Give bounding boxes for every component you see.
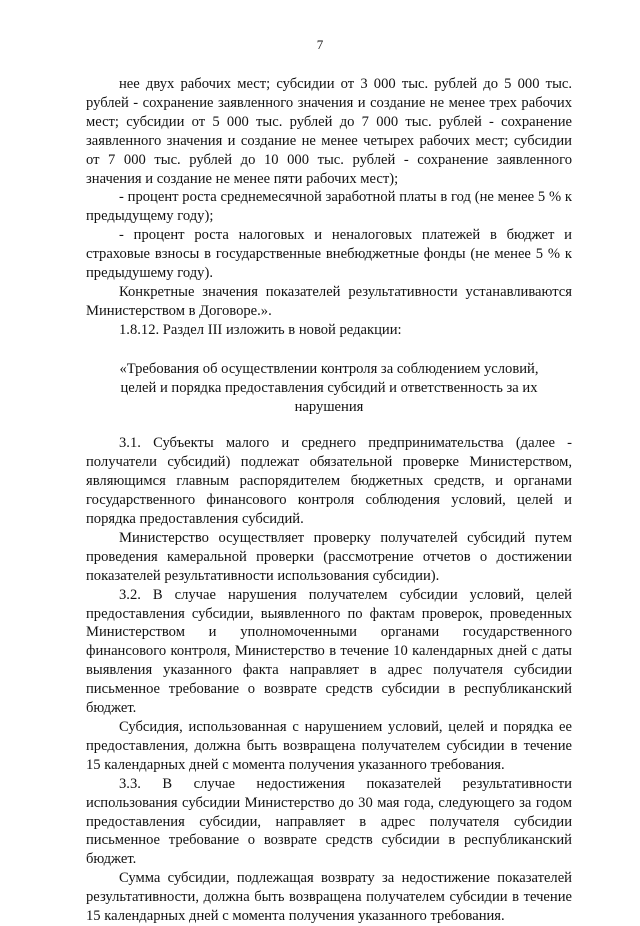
paragraph-amendment-1-8-12: 1.8.12. Раздел III изложить в новой редакции:: [119, 321, 402, 338]
paragraph-tax-growth: - процент роста налоговых и неналоговых платежей в бюджет и страховые взносы в государственные внебюджетные фонды (не менее 5 % к предыдушему году).: [86, 227, 572, 282]
paragraph-wage-growth: - процент роста среднемесячной заработной платы в год (не менее 5 % к предыдущему году);: [86, 189, 572, 225]
paragraph-3-1: 3.1. Субъекты малого и среднего предпринимательства (далее - получатели субсидий) подлежат обязательной проверке Министерством, являющимся главным распорядителем бюджетных средств, и органами государственного финансового контроля соблюдения условий, целей и порядка предоставления субсидий.: [86, 435, 572, 528]
paragraph-3-3: 3.3. В случае недостижения показателей результативности использования субсидии Министерство до 30 мая года, следующего за годом предоставления субсидии, направляет в адрес получателя субсидии письменное требование о возврате средств субсидии в республиканский бюджет.: [86, 775, 572, 868]
paragraph-refund-amount: Сумма субсидии, подлежащая возврату за недостижение показателей результативности, должна быть возвращена получателем субсидии в течение 15 календарных дней с момента получения указанного требования.: [86, 870, 572, 925]
paragraph-3-2: 3.2. В случае нарушения получателем субсидии условий, целей предоставления субсидии, выявленного по фактам проверок, проведенных Министерством и уполномоченными органами государственного финансового контроля, Министерство в течение 10 календарных дней с даты выявления указанного факта направляет в адрес получателя субсидии письменное требование о возврате средств субсидии в республиканский бюджет.: [86, 586, 572, 717]
paragraph-indicator-values: Конкретные значения показателей результативности устанавливаются Министерством в Договоре.».: [86, 283, 572, 319]
paragraph-ministry-check: Министерство осуществляет проверку получателей субсидий путем проведения камеральной проверки (рассмотрение отчетов о достижении показателей результативности использования субсидии).: [86, 529, 572, 584]
paragraph-subsidy-return: Субсидия, использованная с нарушением условий, целей и порядка ее предоставления, должна быть возвращена получателем субсидии в течение 15 календарных дней с момента получения указанного требования.: [86, 719, 572, 773]
document-body: [86, 75, 572, 926]
page-number: 7: [316, 37, 324, 52]
paragraph-continuation: нее двух рабочих мест; субсидии от 3 000 тыс. рублей до 5 000 тыс. рублей - сохранение заявленного значения и создание не менее трех рабочих мест; субсидии от 5 000 тыс. рублей до 7 000 тыс. рублей - сохранение заявленного значения и создание не менее четырех рабочих мест; субсидии от 7 000 тыс. рублей до 10 000 тыс. рублей - сохранение заявленного значения и создание не менее пяти рабочих мест);: [86, 76, 572, 187]
section-heading: «Требования об осуществлении контроля за соблюдением условий, целей и порядка предоставления субсидий и ответственность за их нарушения: [119, 360, 539, 415]
